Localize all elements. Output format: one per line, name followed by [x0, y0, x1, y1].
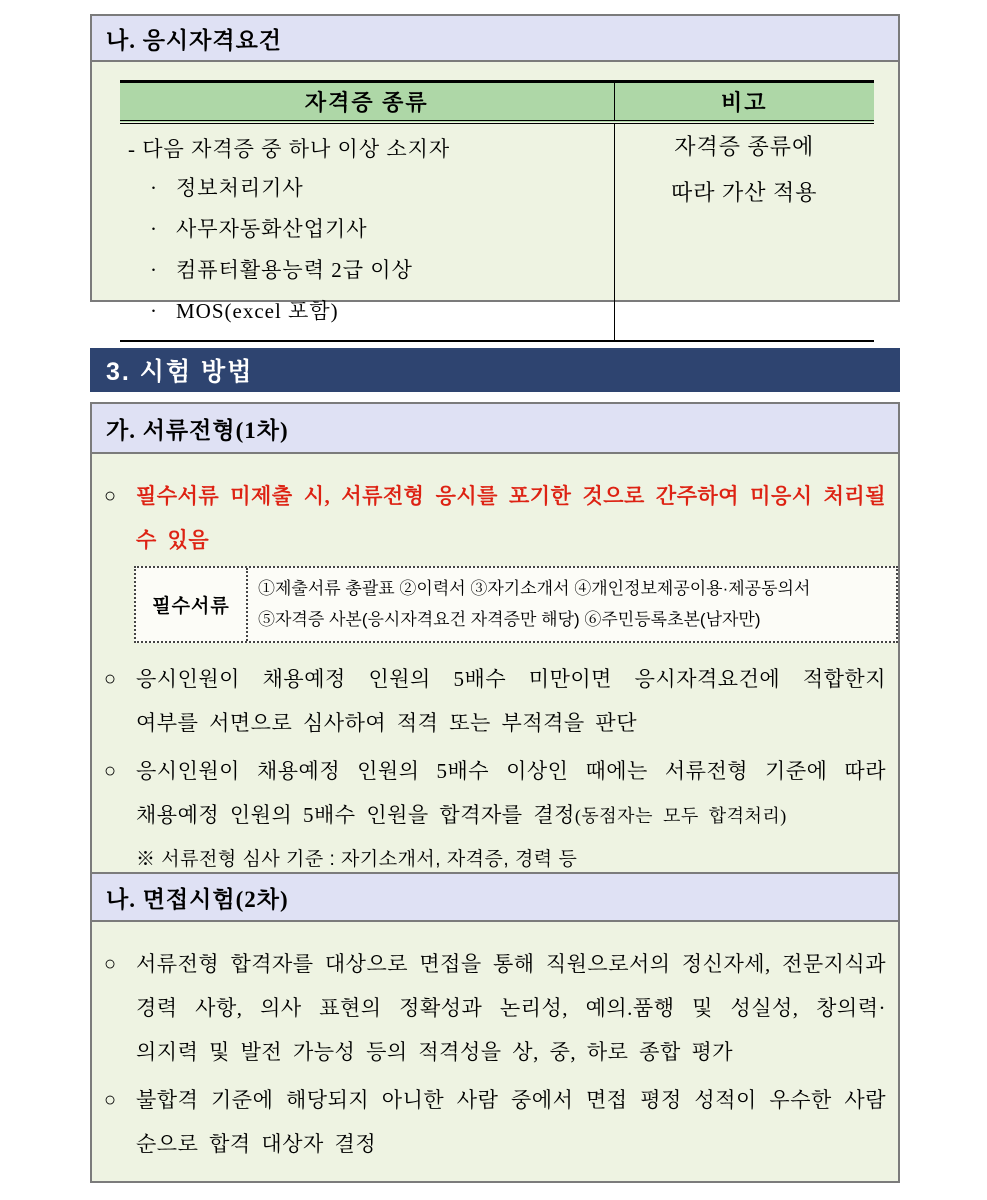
- certificate-item-label: MOS(excel 포함): [176, 298, 339, 323]
- required-docs-label: 필수서류: [136, 568, 248, 641]
- warning-text: 필수서류 미제출 시, 서류전형 응시를 포기한 것으로 간주하여 미응시 처리될 수 있음: [136, 484, 886, 552]
- exam-method-banner-title: 3. 시험 방법: [106, 358, 254, 386]
- circle-bullet-icon: ○: [104, 760, 117, 782]
- interview-bullet-text: 서류전형 합격자를 대상으로 면접을 통해 직원으로서의 정신자세, 전문지식과 경력 사항, 의사 표현의 정확성과 논리성, 예의.품행 및 성실성, 창의력·의지력 및 발전 가능성 등의 적격성을 상, 중, 하로 종합 평가: [136, 952, 886, 1064]
- warning-bullet: [104, 474, 886, 562]
- screening-bullet-main: 응시인원이 채용예정 인원의 5배수 이상인 때에는 서류전형 기준에 따라 채용예정 인원의 5배수 인원을 합격자를 결정: [136, 759, 886, 827]
- certificate-table-body-row: [120, 122, 874, 341]
- qualification-section: [90, 14, 900, 323]
- certificate-item: [128, 209, 614, 250]
- screening-criteria-note: ※ 서류전형 심사 기준 : 자기소개서, 자격증, 경력 등: [136, 849, 578, 870]
- certificate-list-cell: [120, 122, 614, 341]
- screening-bullet-text: [136, 749, 886, 838]
- screening-title: 가. 서류전형(1차): [106, 417, 289, 443]
- certificate-remark-cell: [614, 122, 874, 341]
- circle-bullet-icon: ○: [104, 1089, 117, 1111]
- circle-bullet-icon: ○: [104, 953, 117, 975]
- screening-header: [92, 404, 898, 452]
- screening-bullet-text: 응시인원이 채용예정 인원의 5배수 미만이면 응시자격요건에 적합한지 여부를 서면으로 심사하여 적격 또는 부적격을 판단: [136, 667, 886, 735]
- dot-bullet-icon: ·: [150, 216, 158, 241]
- exam-method-section: [90, 402, 900, 1183]
- certificate-item: [128, 291, 614, 332]
- required-docs-line: ①제출서류 총괄표 ②이력서 ③자기소개서 ④개인정보제공이용·제공동의서: [258, 579, 811, 598]
- screening-bullet-parenthetical: (동점자는 모두 합격처리): [574, 806, 787, 826]
- dot-bullet-icon: ·: [150, 257, 158, 282]
- column-header-cert-kind: 자격증 종류: [120, 82, 614, 122]
- certificate-table: [120, 80, 874, 342]
- dot-bullet-icon: ·: [150, 175, 158, 200]
- screening-bullet: [104, 749, 886, 838]
- certificate-intro: - 다음 자격증 중 하나 이상 소지자: [128, 136, 451, 161]
- qualification-content: [92, 60, 898, 323]
- circle-bullet-icon: ○: [104, 485, 117, 507]
- screening-bullet: [104, 657, 886, 745]
- required-docs-content: [248, 568, 896, 641]
- certificate-item-label: 정보처리기사: [176, 175, 304, 200]
- circle-bullet-icon: ○: [104, 668, 117, 690]
- remark-line: 자격증 종류에: [674, 133, 815, 159]
- qualification-title: 나. 응시자격요건: [106, 27, 283, 53]
- dot-bullet-icon: ·: [150, 298, 158, 323]
- required-docs-box: [134, 566, 898, 643]
- exam-method-banner: [90, 348, 900, 392]
- required-docs-line: ⑤자격증 사본(응시자격요건 자격증만 해당) ⑥주민등록초본(남자만): [258, 610, 761, 629]
- certificate-item: [128, 250, 614, 291]
- column-header-remark: 비고: [614, 82, 874, 122]
- certificate-item-label: 컴퓨터활용능력 2급 이상: [176, 257, 413, 282]
- certificate-item-label: 사무자동화산업기사: [176, 216, 368, 241]
- interview-bullet-text: 불합격 기준에 해당되지 아니한 사람 중에서 면접 평정 성적이 우수한 사람 순으로 합격 대상자 결정: [136, 1088, 886, 1156]
- qualification-header: [92, 16, 898, 60]
- interview-content: [92, 920, 898, 1181]
- interview-header: [92, 872, 898, 920]
- certificate-table-header-row: [120, 82, 874, 122]
- remark-line: 따라 가산 적용: [670, 179, 818, 205]
- interview-title: 나. 면접시험(2차): [106, 886, 289, 912]
- screening-content: [92, 452, 898, 872]
- interview-bullet: [104, 942, 886, 1074]
- interview-bullet: [104, 1078, 886, 1166]
- certificate-item: [128, 168, 614, 209]
